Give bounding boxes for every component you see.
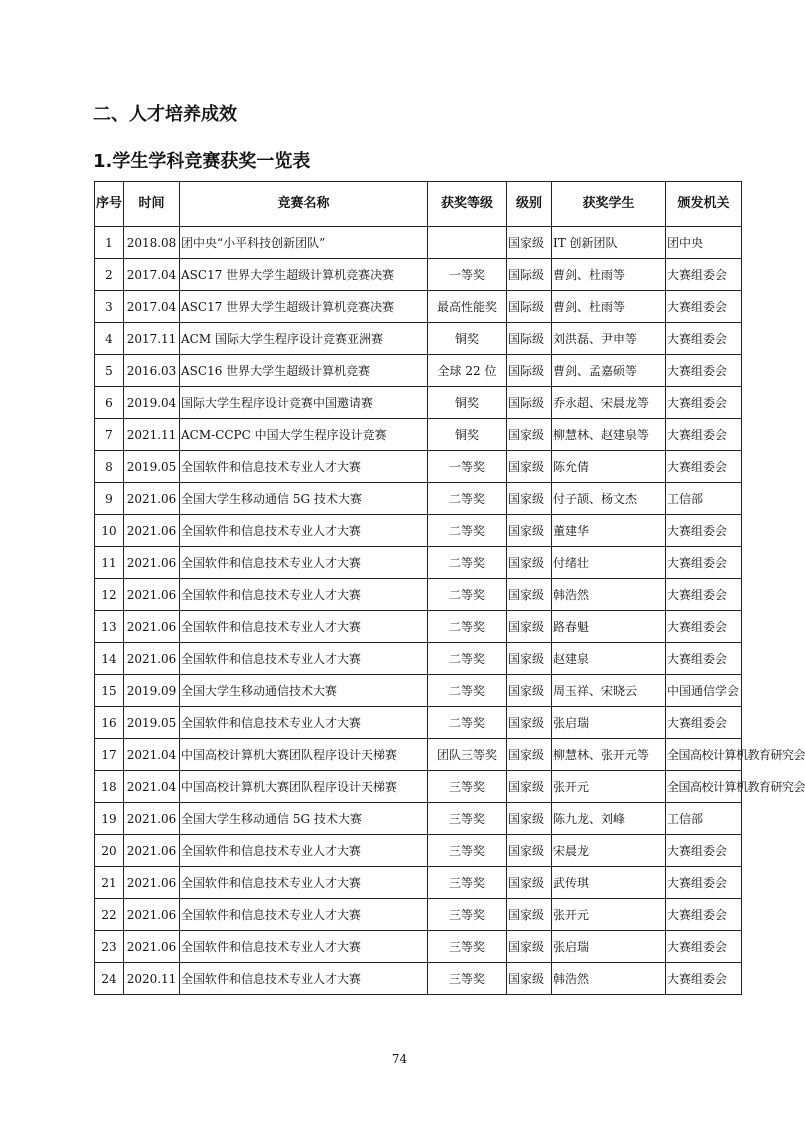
cell-competition-name: 全国软件和信息技术专业人才大赛: [180, 451, 428, 483]
cell-award: 一等奖: [428, 259, 507, 291]
cell-award: 三等奖: [428, 835, 507, 867]
cell-issuer: 大赛组委会: [666, 291, 742, 323]
cell-award: 二等奖: [428, 643, 507, 675]
cell-no: 9: [95, 483, 124, 515]
cell-students: 武传琪: [552, 867, 666, 899]
cell-level: 国家级: [507, 643, 552, 675]
cell-issuer: 团中央: [666, 227, 742, 259]
table-row: [95, 451, 742, 483]
table-row: [95, 259, 742, 291]
cell-students: 曹剑、杜雨等: [552, 259, 666, 291]
cell-competition-name: ACM-CCPC 中国大学生程序设计竞赛: [180, 419, 428, 451]
cell-students: 乔永超、宋晨龙等: [552, 387, 666, 419]
cell-level: 国家级: [507, 483, 552, 515]
cell-issuer: 全国高校计算机教育研究会: [666, 739, 742, 771]
cell-level: 国家级: [507, 611, 552, 643]
cell-students: 赵建泉: [552, 643, 666, 675]
cell-no: 6: [95, 387, 124, 419]
cell-no: 7: [95, 419, 124, 451]
cell-students: 路春魁: [552, 611, 666, 643]
page-number: 74: [391, 1052, 408, 1066]
cell-no: 13: [95, 611, 124, 643]
table-row: [95, 707, 742, 739]
cell-no: 22: [95, 899, 124, 931]
cell-no: 10: [95, 515, 124, 547]
cell-issuer: 大赛组委会: [666, 643, 742, 675]
table-row: [95, 515, 742, 547]
table-title: 1.学生学科竞赛获奖一览表: [93, 151, 311, 172]
cell-award: 铜奖: [428, 323, 507, 355]
cell-students: 周玉祥、宋晓云: [552, 675, 666, 707]
cell-award: 三等奖: [428, 867, 507, 899]
cell-award: 三等奖: [428, 771, 507, 803]
cell-award: 二等奖: [428, 675, 507, 707]
cell-students: 柳慧林、张开元等: [552, 739, 666, 771]
cell-issuer: 大赛组委会: [666, 451, 742, 483]
cell-award: 二等奖: [428, 547, 507, 579]
table-row: [95, 867, 742, 899]
cell-competition-name: 全国软件和信息技术专业人才大赛: [180, 963, 428, 995]
table-header-row: [95, 182, 742, 227]
cell-students: 张启瑞: [552, 931, 666, 963]
cell-level: 国家级: [507, 419, 552, 451]
cell-date: 2017.11: [124, 323, 180, 355]
cell-competition-name: 全国大学生移动通信 5G 技术大赛: [180, 803, 428, 835]
cell-no: 8: [95, 451, 124, 483]
cell-issuer: 全国高校计算机教育研究会: [666, 771, 742, 803]
cell-students: 柳慧林、赵建泉等: [552, 419, 666, 451]
cell-level: 国家级: [507, 739, 552, 771]
cell-level: 国家级: [507, 835, 552, 867]
header-award: 获奖等级: [428, 182, 507, 227]
cell-level: 国家级: [507, 771, 552, 803]
cell-award: 最高性能奖: [428, 291, 507, 323]
table-row: [95, 291, 742, 323]
cell-students: 韩浩然: [552, 963, 666, 995]
cell-date: 2021.06: [124, 483, 180, 515]
cell-competition-name: 全国大学生移动通信 5G 技术大赛: [180, 483, 428, 515]
cell-award: 铜奖: [428, 419, 507, 451]
cell-no: 12: [95, 579, 124, 611]
cell-issuer: 大赛组委会: [666, 419, 742, 451]
cell-competition-name: 中国高校计算机大赛团队程序设计天梯赛: [180, 771, 428, 803]
table-row: [95, 963, 742, 995]
cell-level: 国际级: [507, 323, 552, 355]
table-row: [95, 803, 742, 835]
cell-no: 20: [95, 835, 124, 867]
cell-issuer: 大赛组委会: [666, 259, 742, 291]
cell-award: 三等奖: [428, 803, 507, 835]
cell-level: 国家级: [507, 707, 552, 739]
cell-date: 2017.04: [124, 291, 180, 323]
cell-level: 国家级: [507, 579, 552, 611]
cell-students: IT 创新团队: [552, 227, 666, 259]
table-body: [95, 227, 805, 995]
table-row: [95, 323, 742, 355]
cell-issuer: 大赛组委会: [666, 323, 742, 355]
cell-competition-name: 全国软件和信息技术专业人才大赛: [180, 899, 428, 931]
cell-level: 国家级: [507, 963, 552, 995]
cell-date: 2020.11: [124, 963, 180, 995]
cell-no: 23: [95, 931, 124, 963]
cell-competition-name: 全国软件和信息技术专业人才大赛: [180, 931, 428, 963]
cell-date: 2021.11: [124, 419, 180, 451]
cell-issuer: 大赛组委会: [666, 515, 742, 547]
cell-date: 2017.04: [124, 259, 180, 291]
cell-no: 18: [95, 771, 124, 803]
header-level: 级别: [507, 182, 552, 227]
table-row: [95, 579, 742, 611]
cell-date: 2021.04: [124, 771, 180, 803]
cell-students: 董建华: [552, 515, 666, 547]
cell-award: 三等奖: [428, 899, 507, 931]
table-row: [95, 835, 742, 867]
section-title: 二、人才培养成效: [93, 104, 237, 125]
cell-date: 2021.06: [124, 579, 180, 611]
cell-date: 2019.04: [124, 387, 180, 419]
table-row: [95, 483, 742, 515]
cell-no: 3: [95, 291, 124, 323]
cell-students: 宋晨龙: [552, 835, 666, 867]
cell-award: 二等奖: [428, 515, 507, 547]
cell-level: 国际级: [507, 387, 552, 419]
cell-no: 24: [95, 963, 124, 995]
cell-no: 14: [95, 643, 124, 675]
cell-issuer: 大赛组委会: [666, 611, 742, 643]
cell-issuer: 大赛组委会: [666, 899, 742, 931]
header-students: 获奖学生: [552, 182, 666, 227]
cell-level: 国家级: [507, 227, 552, 259]
cell-students: 张启瑞: [552, 707, 666, 739]
cell-no: 19: [95, 803, 124, 835]
table-row: [95, 419, 742, 451]
cell-competition-name: 全国软件和信息技术专业人才大赛: [180, 547, 428, 579]
cell-competition-name: ASC17 世界大学生超级计算机竞赛决赛: [180, 291, 428, 323]
cell-students: 张开元: [552, 771, 666, 803]
cell-students: 陈允倩: [552, 451, 666, 483]
cell-date: 2021.06: [124, 803, 180, 835]
cell-award: 三等奖: [428, 963, 507, 995]
cell-level: 国家级: [507, 803, 552, 835]
cell-award: 二等奖: [428, 579, 507, 611]
cell-competition-name: ACM 国际大学生程序设计竞赛亚洲赛: [180, 323, 428, 355]
cell-competition-name: 全国软件和信息技术专业人才大赛: [180, 611, 428, 643]
cell-level: 国际级: [507, 291, 552, 323]
cell-no: 2: [95, 259, 124, 291]
cell-students: 曹剑、孟嘉硕等: [552, 355, 666, 387]
cell-competition-name: 国际大学生程序设计竞赛中国邀请赛: [180, 387, 428, 419]
cell-date: 2019.05: [124, 451, 180, 483]
cell-award: 铜奖: [428, 387, 507, 419]
cell-issuer: 工信部: [666, 483, 742, 515]
cell-no: 5: [95, 355, 124, 387]
cell-competition-name: 全国软件和信息技术专业人才大赛: [180, 579, 428, 611]
cell-date: 2021.06: [124, 835, 180, 867]
cell-no: 17: [95, 739, 124, 771]
cell-students: 陈九龙、刘峰: [552, 803, 666, 835]
cell-award: 全球 22 位: [428, 355, 507, 387]
cell-date: 2021.06: [124, 547, 180, 579]
cell-level: 国家级: [507, 931, 552, 963]
cell-competition-name: 全国软件和信息技术专业人才大赛: [180, 867, 428, 899]
table-row: [95, 355, 742, 387]
cell-date: 2018.08: [124, 227, 180, 259]
table-row: [95, 771, 742, 803]
table-row: [95, 387, 742, 419]
cell-award: 二等奖: [428, 611, 507, 643]
cell-competition-name: 全国软件和信息技术专业人才大赛: [180, 643, 428, 675]
cell-date: 2021.06: [124, 899, 180, 931]
cell-no: 16: [95, 707, 124, 739]
cell-level: 国家级: [507, 867, 552, 899]
cell-date: 2021.06: [124, 931, 180, 963]
cell-date: 2016.03: [124, 355, 180, 387]
cell-competition-name: 全国软件和信息技术专业人才大赛: [180, 707, 428, 739]
table-row: [95, 675, 742, 707]
cell-award: 一等奖: [428, 451, 507, 483]
cell-no: 1: [95, 227, 124, 259]
cell-students: 曹剑、杜雨等: [552, 291, 666, 323]
cell-students: 付绪壮: [552, 547, 666, 579]
cell-competition-name: 中国高校计算机大赛团队程序设计天梯赛: [180, 739, 428, 771]
awards-table: [94, 181, 805, 995]
cell-students: 张开元: [552, 899, 666, 931]
cell-level: 国际级: [507, 355, 552, 387]
cell-issuer: 大赛组委会: [666, 387, 742, 419]
cell-issuer: 大赛组委会: [666, 579, 742, 611]
cell-date: 2021.06: [124, 643, 180, 675]
cell-issuer: 中国通信学会: [666, 675, 742, 707]
table-row: [95, 739, 742, 771]
cell-issuer: 大赛组委会: [666, 963, 742, 995]
cell-competition-name: ASC16 世界大学生超级计算机竞赛: [180, 355, 428, 387]
cell-competition-name: 团中央“小平科技创新团队”: [180, 227, 428, 259]
cell-date: 2021.06: [124, 515, 180, 547]
cell-competition-name: 全国软件和信息技术专业人才大赛: [180, 835, 428, 867]
cell-competition-name: 全国软件和信息技术专业人才大赛: [180, 515, 428, 547]
cell-award: 团队三等奖: [428, 739, 507, 771]
cell-students: 韩浩然: [552, 579, 666, 611]
cell-issuer: 大赛组委会: [666, 707, 742, 739]
header-date: 时间: [124, 182, 180, 227]
cell-issuer: 大赛组委会: [666, 547, 742, 579]
cell-issuer: 大赛组委会: [666, 867, 742, 899]
header-no: 序号: [95, 182, 124, 227]
cell-date: 2019.05: [124, 707, 180, 739]
cell-students: 刘洪磊、尹申等: [552, 323, 666, 355]
cell-issuer: 大赛组委会: [666, 931, 742, 963]
cell-issuer: 大赛组委会: [666, 835, 742, 867]
table-row: [95, 643, 742, 675]
cell-date: 2021.06: [124, 867, 180, 899]
header-issuer: 颁发机关: [666, 182, 742, 227]
cell-date: 2021.04: [124, 739, 180, 771]
header-name: 竞赛名称: [180, 182, 428, 227]
table-row: [95, 547, 742, 579]
table-row: [95, 611, 742, 643]
cell-level: 国家级: [507, 515, 552, 547]
cell-competition-name: ASC17 世界大学生超级计算机竞赛决赛: [180, 259, 428, 291]
cell-no: 4: [95, 323, 124, 355]
cell-no: 21: [95, 867, 124, 899]
cell-date: 2019.09: [124, 675, 180, 707]
cell-issuer: 大赛组委会: [666, 355, 742, 387]
cell-award: 三等奖: [428, 931, 507, 963]
table-row: [95, 899, 742, 931]
table-row: [95, 227, 742, 259]
cell-award: [428, 227, 507, 259]
cell-students: 付子颉、杨文杰: [552, 483, 666, 515]
cell-level: 国家级: [507, 451, 552, 483]
cell-award: 二等奖: [428, 707, 507, 739]
cell-level: 国际级: [507, 259, 552, 291]
table-row: [95, 931, 742, 963]
cell-award: 二等奖: [428, 483, 507, 515]
cell-issuer: 工信部: [666, 803, 742, 835]
cell-level: 国家级: [507, 675, 552, 707]
cell-no: 11: [95, 547, 124, 579]
cell-level: 国家级: [507, 547, 552, 579]
cell-no: 15: [95, 675, 124, 707]
cell-level: 国家级: [507, 899, 552, 931]
cell-competition-name: 全国大学生移动通信技术大赛: [180, 675, 428, 707]
cell-date: 2021.06: [124, 611, 180, 643]
